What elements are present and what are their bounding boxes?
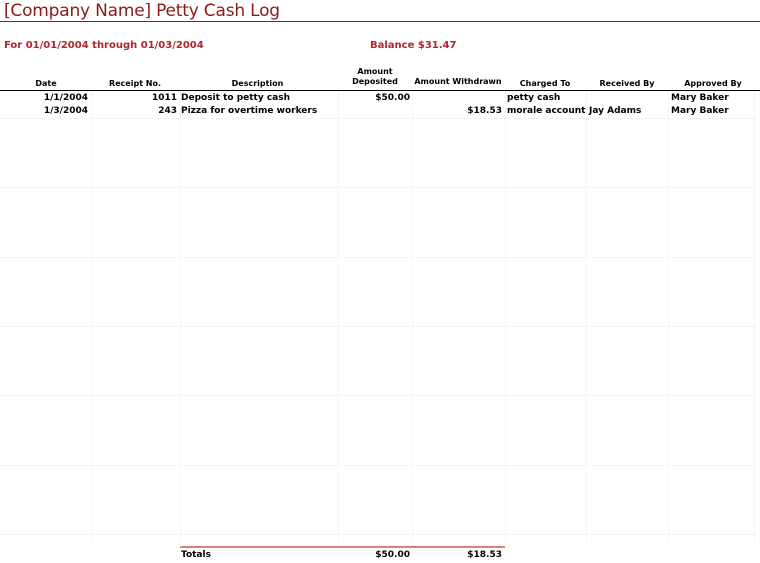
cell-deposited: $50.00 <box>375 93 410 103</box>
grid-line <box>180 92 181 542</box>
column-header-approved: Approved By <box>684 79 742 88</box>
grid-line <box>0 326 755 327</box>
cell-charged: morale account <box>507 106 586 116</box>
title-divider <box>0 21 760 22</box>
grid-line <box>338 92 339 542</box>
totals-label: Totals <box>181 550 211 560</box>
cell-date: 1/1/2004 <box>43 93 88 103</box>
cell-date: 1/3/2004 <box>43 106 88 116</box>
cell-approved: Mary Baker <box>671 106 729 116</box>
column-header-deposited-line1: Amount <box>357 67 393 76</box>
cell-approved: Mary Baker <box>671 93 729 103</box>
cell-receipt: 243 <box>158 106 177 116</box>
column-header-received: Received By <box>599 79 655 88</box>
cell-charged: petty cash <box>507 93 561 103</box>
grid-line <box>0 395 755 396</box>
grid-line <box>0 118 755 119</box>
grid-line <box>412 92 413 542</box>
total-withdrawn: $18.53 <box>467 550 502 560</box>
column-header-description: Description <box>231 79 284 88</box>
balance-label: Balance $31.47 <box>370 40 457 51</box>
report-period: For 01/01/2004 through 01/03/2004 <box>4 40 204 51</box>
cell-description: Pizza for overtime workers <box>181 106 318 116</box>
grid-line <box>505 92 506 542</box>
total-deposited: $50.00 <box>375 550 410 560</box>
totals-divider <box>180 546 505 548</box>
grid-line <box>0 257 755 258</box>
column-header-charged: Charged To <box>519 79 571 88</box>
cell-receipt: 1011 <box>151 93 177 103</box>
cell-received: Jay Adams <box>589 106 642 116</box>
column-header-date: Date <box>35 79 57 88</box>
grid-line <box>668 92 669 542</box>
column-header-receipt: Receipt No. <box>108 79 162 88</box>
cell-description: Deposit to petty cash <box>181 93 291 103</box>
column-header-deposited <box>346 67 404 87</box>
grid-line <box>586 92 587 542</box>
grid-line <box>0 187 755 188</box>
column-header-withdrawn: Amount Withdrawn <box>414 77 502 86</box>
header-divider <box>0 90 760 91</box>
grid-line <box>0 465 755 466</box>
column-header-deposited-line2: Deposited <box>352 77 398 86</box>
page-title: [Company Name] Petty Cash Log <box>4 1 280 21</box>
grid-line <box>0 534 755 535</box>
grid-line <box>754 92 755 542</box>
cell-withdrawn: $18.53 <box>467 106 502 116</box>
grid-line <box>91 92 92 542</box>
